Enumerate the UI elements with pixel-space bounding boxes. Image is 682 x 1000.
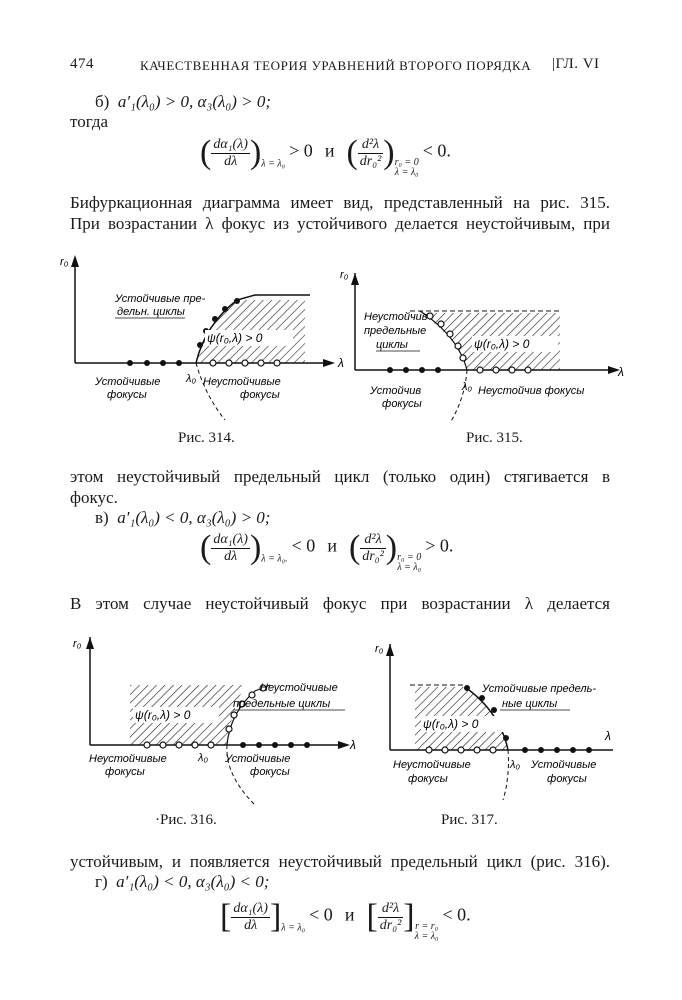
unstable-label-2: фокусы: [408, 773, 448, 785]
dashed-branch: [450, 370, 467, 423]
label-cycles-2: предельные: [364, 325, 427, 337]
label-cycles-2: дельн. циклы: [117, 306, 185, 318]
label-cycles-2: предельные циклы: [233, 698, 331, 710]
y-axis-label: r₀: [60, 256, 69, 268]
para3-line1: В этом случае неустойчивый фокус при возрастании λ делается: [70, 594, 610, 613]
then-word: тогда: [70, 112, 109, 131]
y-axis-label: r₀: [340, 269, 349, 281]
region-label: ψ(r₀,λ) > 0: [207, 331, 263, 345]
para1-line2: При возрастании λ фокус из устойчивого делается неустойчивым, при: [70, 214, 610, 233]
case-g-formula: [ $\frac{\text{dα₁(λ)}}{d\lambda}$ ]$_{\lambda = \lambda_0} < 0$ и [ $\frac{\text{d²λ}}{\text{dr₀²}}$ ]r = r₀ λ = λ₀ < 0.: [220, 898, 471, 942]
case-v-formula: ( $\frac{\text{dα₁(λ)}}{d\lambda}$ )$_{\lambda = \lambda_0.} < 0$ и ( $\frac{\text{d²λ}}{\text{dr₀²}}$ )r₀ = 0 λ = λ₀ > 0.: [200, 529, 454, 573]
lambda0-label: λ₀: [510, 759, 521, 771]
region-label: ψ(r₀,λ) > 0: [423, 717, 479, 731]
stable-label-1: Устойчивые: [95, 376, 161, 388]
unstable-label-1: Неустойчивые: [203, 376, 281, 388]
label-cycles-1: Неустойчивые: [260, 682, 338, 694]
lambda0-label: λ₀: [462, 381, 473, 393]
para4-line1: устойчивым, и появляется неустойчивый предельный цикл (рис. 316).: [70, 852, 610, 871]
chapter-label: |ГЛ. VI: [552, 56, 600, 72]
caption-317: Рис. 317.: [441, 812, 498, 828]
case-g-condition: г) a′₁(λ₀) < 0, α₃(λ₀) < 0;: [95, 872, 270, 891]
case-b-formula: ( $\frac{\text{dα₁(λ)}}{d\lambda}$ )$_{\lambda = \lambda_0} > 0$ и ( $\frac{\text{d²λ}}{\text{dr₀²}}$ )r₀ = 0 λ = λ₀ < 0.: [200, 134, 451, 178]
y-axis-label: r₀: [73, 638, 82, 650]
unstable-label-2: фокусы: [105, 766, 145, 778]
caption-316: ·Рис. 316.: [155, 812, 217, 828]
running-title: КАЧЕСТВЕННАЯ ТЕОРИЯ УРАВНЕНИЙ ВТОРОГО ПОРЯДКА: [140, 58, 532, 73]
x-axis-label: λ: [338, 356, 344, 370]
stable-label-1: Устойчивые: [225, 753, 291, 765]
region-label: ψ(r₀,λ) > 0: [474, 337, 530, 351]
para2-line1: этом неустойчивый предельный цикл (только один) стягивается в: [70, 467, 610, 486]
label-cycles-2: ные циклы: [502, 698, 558, 710]
lambda0-label: λ₀: [198, 752, 209, 764]
dashed-branch: [196, 363, 225, 420]
para2-line2: фокус.: [70, 488, 118, 507]
unstable-label-2: фокусы: [240, 389, 280, 401]
para1-line1: Бифуркационная диаграмма имеет вид, представленный на рис. 315.: [70, 193, 610, 212]
label-cycles-1: Неустойчив: [364, 311, 428, 323]
unstable-label-1: Неустойчивые: [89, 753, 167, 765]
stable-label-1: Устойчивые: [531, 759, 597, 771]
x-axis-label: λ: [618, 365, 624, 379]
label-cycles-1: Устойчивые предель-: [482, 683, 597, 695]
stable-label-2: фокусы: [382, 398, 422, 410]
unstable-label: Неустойчив фокусы: [478, 385, 585, 397]
x-axis-label: λ: [350, 738, 356, 752]
stable-label-2: фокусы: [107, 389, 147, 401]
figure-314: [55, 245, 345, 430]
figure-316: [55, 625, 365, 810]
unstable-label-1: Неустойчивые: [393, 759, 471, 771]
y-axis-label: r₀: [375, 643, 384, 655]
label-cycles-3: циклы: [376, 339, 408, 351]
stable-label-2: фокусы: [250, 766, 290, 778]
case-v-condition: в) a′₁(λ₀) < 0, α₃(λ₀) > 0;: [95, 508, 271, 527]
page-number: 474: [70, 56, 94, 72]
lambda0-label: λ₀: [186, 373, 197, 385]
stable-label-2: фокусы: [547, 773, 587, 785]
x-axis-label: λ: [605, 729, 611, 743]
figure-315: [330, 258, 630, 430]
figure-317: [365, 632, 620, 804]
stable-label-1: Устойчив: [370, 385, 422, 397]
label-cycles-1: Устойчивые пре-: [115, 293, 206, 305]
caption-315: Рис. 315.: [466, 430, 523, 446]
dashed-branch: [503, 750, 508, 800]
region-label: ψ(r₀,λ) > 0: [135, 708, 191, 722]
case-b-condition: б) a′₁(λ₀) > 0, α₃(λ₀) > 0;: [95, 92, 272, 111]
caption-314: Рис. 314.: [178, 430, 235, 446]
